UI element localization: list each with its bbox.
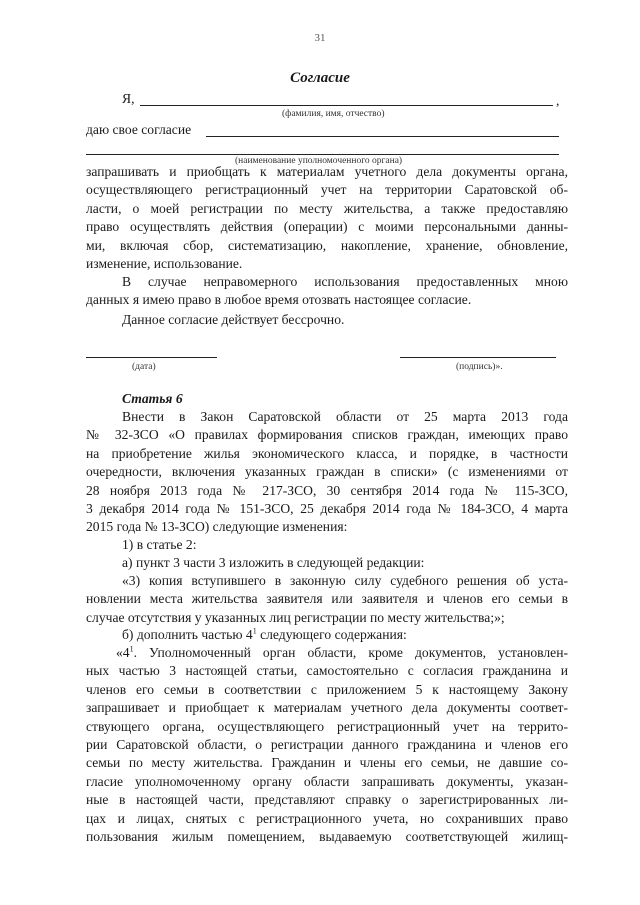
consent-paragraph-2: В случае неправомерного использования предоставленных мною данных я имею право в любое время отозвать настоящее согласие.	[86, 274, 568, 308]
article-intro: Внести в Закон Саратовской области от 25 марта 2013 года № 32-ЗСО «О правилах формирования списков граждан, имеющих право на приобретение жилья экономического класса, и порядке, в частности очередности, включения указанных граждан в списки» (с изменениями от 28 ноября 2013 года № 217-ЗСО, 30 сентября 2014 года № 115-ЗСО, 3 декабря 2014 года № 151-ЗСО, 25 декабря 2014 года № 184-ЗСО, 4 марта 2015 года № 13-ЗСО) следующие изменения:	[86, 409, 568, 535]
org-caption: (наименование уполномоченного органа)	[235, 156, 403, 166]
item-b: б) дополнить частью $4^1$ следующего содержания:	[122, 626, 407, 642]
fio-comma: ,	[556, 93, 560, 108]
article-heading: Статья 6	[122, 391, 183, 406]
ya-label: Я,	[122, 91, 135, 106]
quote-part-4-1: «$4^1$. Уполномоченный орган области, кроме документов, установлен- ных частью 3 настоящей статьи, самостоятельно с согласия гражданина и членов его семьи в соответствии с приложением 5 к настоящему Закону запрашивает и приобщает к материалам учетного дела документы соответ- ствующего органа, осуществляющего регистрационный учет на террито- рии Саратовской области, о регистрации данного гражданина и членов его семьи по месту жительства. Гражданин и члены его семьи, не давшие со- гласие уполномоченному органу области запрашивать документы, указан- ные в настоящей части, представляют справку о зарегистрированных ли- цах и лицах, снятых с регистрационного учета, но сохранивших право пользования жилым помещением, выдаваемую соответствующей жилищ-	[86, 644, 568, 845]
fio-caption: (фамилия, имя, отчество)	[282, 109, 385, 119]
consent-paragraph-1: запрашивать и приобщать к материалам учетного дела документы органа, осуществляющего регистрационный учет на территории Саратовской об- ласти, о моей регистрации по месту жительства, а также предоставляю право осуществлять действия (операции) с моими персональными данны- ми, включая сбор, систематизацию, накопление, хранение, обновление, изменение, использование.	[86, 164, 568, 272]
org-line-2	[86, 154, 559, 155]
date-caption: (дата)	[132, 362, 156, 372]
signature-caption: (подпись)».	[456, 362, 503, 372]
item-1: 1) в статье 2:	[122, 537, 197, 552]
signature-line	[400, 357, 556, 358]
fio-line	[140, 105, 553, 106]
consent-title: Согласие	[290, 70, 350, 86]
org-line-1	[206, 136, 559, 137]
quote-point-3: «3) копия вступившего в законную силу судебного решения об уста- новлении места жительства заявителя или заявителя и членов его семьи в случае отсутствия у указанных лиц регистрации по месту жительства;»;	[86, 573, 568, 625]
date-line	[86, 357, 217, 358]
item-a: а) пункт 3 части 3 изложить в следующей редакции:	[122, 555, 425, 570]
give-consent-label: даю свое согласие	[86, 122, 192, 137]
consent-paragraph-3: Данное согласие действует бессрочно.	[122, 312, 345, 327]
page-number: 31	[314, 32, 326, 44]
